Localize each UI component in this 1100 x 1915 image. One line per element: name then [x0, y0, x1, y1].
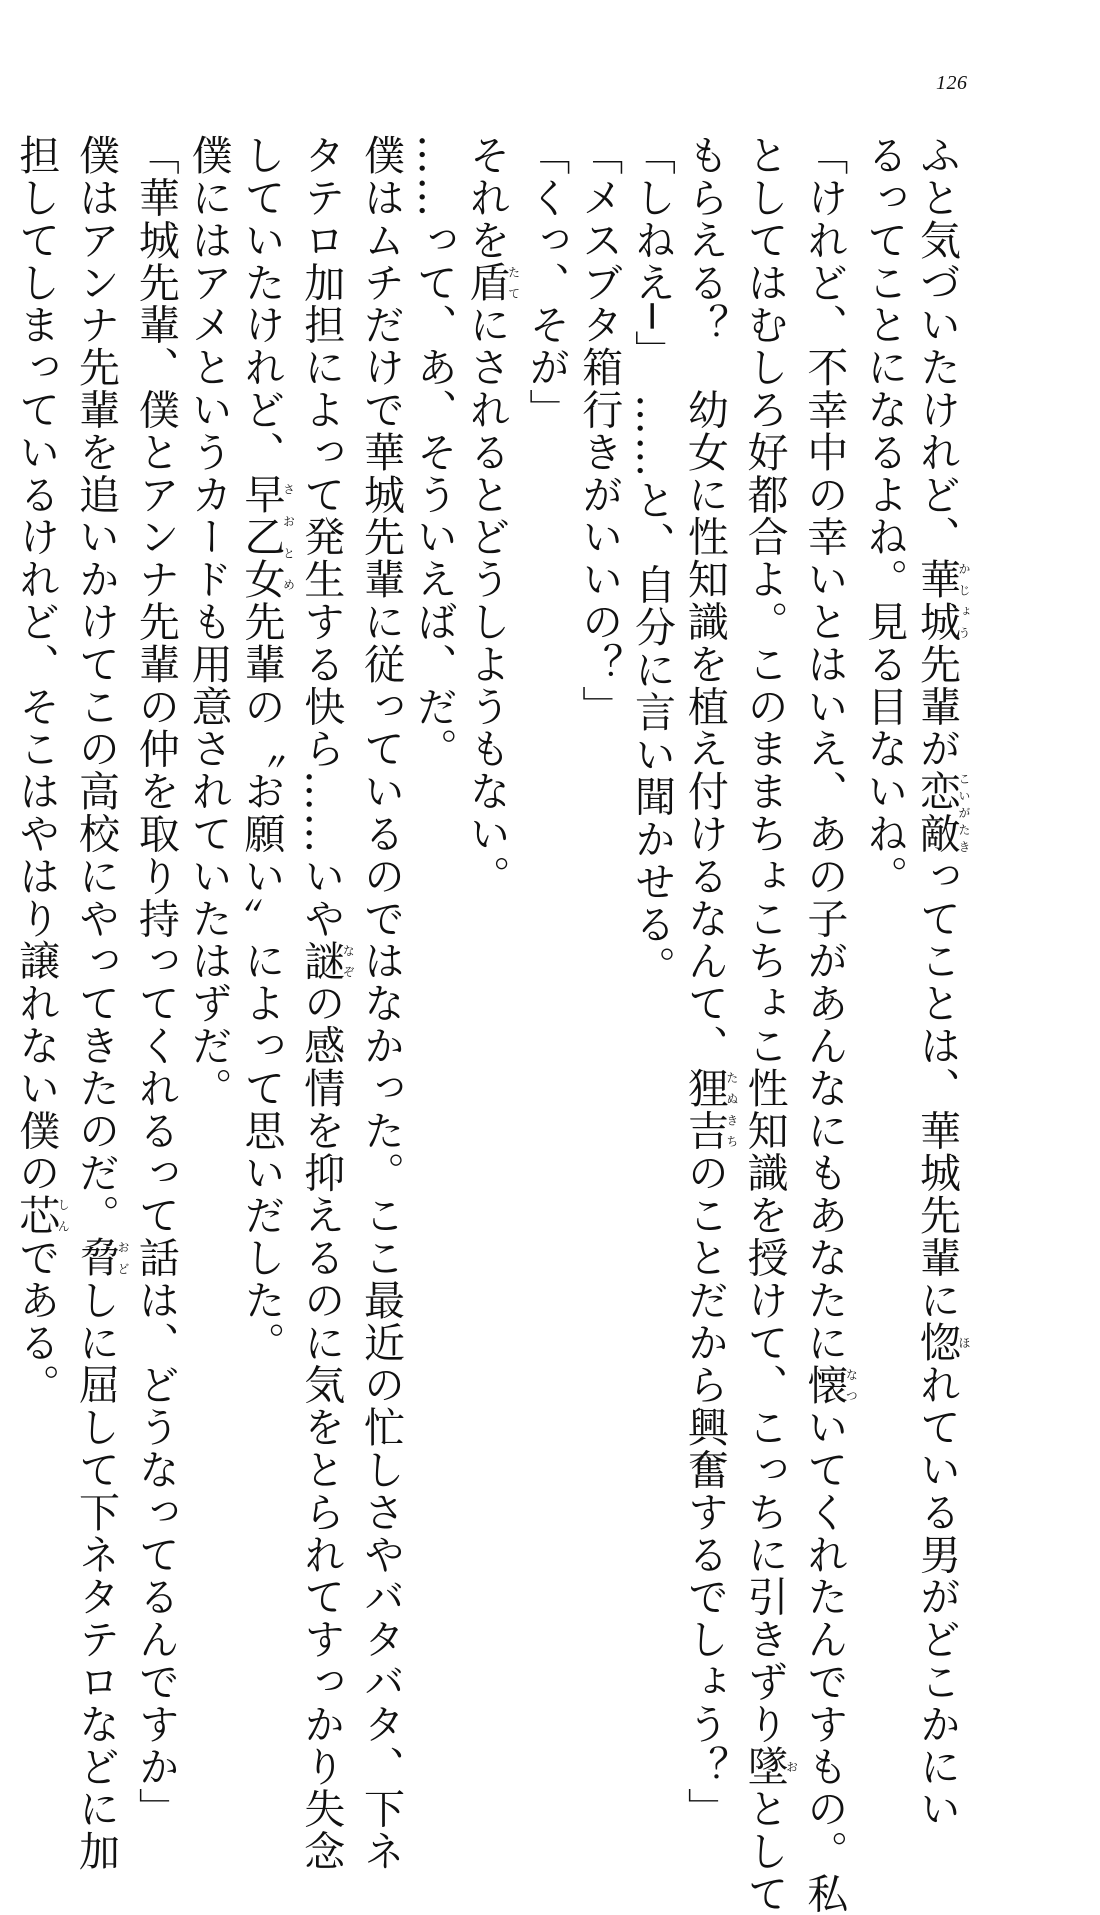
- ruby-reading: お: [784, 1745, 799, 1788]
- ruby-reading: こいがたき: [957, 770, 971, 855]
- text-segment: としてはむしろ好都合よ。このままちょこちょこ性知識を授けて、こっちに引きずり: [740, 134, 789, 1746]
- ruby-reading: たぬきち: [724, 1066, 739, 1152]
- text-segment: のことだから興奮するでしょう？」: [680, 1151, 729, 1831]
- ruby-word: [297, 939, 356, 983]
- ruby-base: 脅: [72, 1236, 121, 1279]
- ruby-reading: おど: [116, 1236, 131, 1279]
- text-segment: として: [740, 1787, 789, 1915]
- text-segment: タテロ加担によって発生する快ら……いや: [297, 134, 346, 940]
- ruby-reading: しん: [56, 1194, 71, 1237]
- text-line: [625, 134, 678, 1554]
- ruby-word: [913, 770, 971, 855]
- text-segment: 僕はムチだけで華城先輩に従っているのではなかった。ここ最近の忙しさやバタバタ、下ネ: [357, 134, 406, 1873]
- text-line: [520, 134, 573, 1554]
- ruby-base: 盾: [462, 261, 511, 304]
- text-segment: ってことは、華城先輩に: [913, 854, 961, 1322]
- ruby-base: 墜: [740, 1745, 789, 1788]
- text-line: [678, 134, 739, 1831]
- text-segment: 「けれど、不幸中の幸いとはいえ、あの子があんなにもあなたに: [800, 134, 849, 1364]
- text-segment: 「華城先輩、僕とアンナ先輩の仲を取り持ってくれるって話は、どうなってるんですか」: [131, 134, 180, 1830]
- ruby-word: [680, 1066, 739, 1152]
- text-segment: 僕にはアメというカードも用意されていたはずだ。: [184, 134, 233, 1110]
- text-segment: 先輩の〝お願い〟によって思いだした。: [237, 600, 286, 1364]
- text-line: [182, 134, 235, 1554]
- text-segment: れている男がどこかにい: [913, 1363, 961, 1831]
- text-line: [69, 134, 131, 1873]
- text-line: [294, 134, 356, 1873]
- text-segment: しに屈して下ネタテロなどに加: [72, 1278, 121, 1873]
- ruby-word: [237, 473, 296, 601]
- page-number: 126: [936, 72, 968, 94]
- text-segment: にされるとどうしようもない。: [462, 303, 511, 898]
- text-line: [129, 134, 182, 1830]
- ruby-base: 惚: [913, 1321, 961, 1364]
- text-segment: 「しねえ─」 ……と、自分に言い聞かせる。: [628, 134, 677, 988]
- ruby-reading: なぞ: [341, 939, 356, 982]
- text-segment: 僕はアンナ先輩を追いかけてこの高校にやってきたのだ。: [72, 134, 121, 1237]
- ruby-reading: たて: [506, 261, 521, 304]
- ruby-word: [913, 558, 971, 643]
- text-segment: である。: [12, 1236, 61, 1407]
- ruby-reading: なつ: [844, 1363, 859, 1406]
- text-line: [572, 134, 625, 1554]
- ruby-reading: ほ: [957, 1321, 971, 1364]
- ruby-reading: さおとめ: [281, 473, 296, 601]
- ruby-base: 謎: [297, 939, 346, 983]
- text-line: [798, 134, 859, 1915]
- ruby-base: 懐: [800, 1363, 849, 1407]
- text-segment: 担してしまっているけれど、そこはやはり譲れない僕の: [12, 134, 61, 1194]
- ruby-word: [740, 1745, 799, 1788]
- text-segment: 先輩が: [913, 642, 961, 771]
- text-segment: ふと気づいたけれど、: [913, 134, 961, 558]
- text-segment: いてくれたんですもの。私: [800, 1406, 849, 1915]
- text-line: [354, 134, 407, 1873]
- ruby-base: 芯: [12, 1194, 61, 1237]
- text-line: [857, 134, 910, 1554]
- ruby-word: [913, 1321, 971, 1364]
- text-segment: ……って、あ、そういえば、だ。: [409, 134, 458, 770]
- ruby-word: [462, 261, 521, 304]
- text-segment: していたけれど、: [237, 134, 286, 474]
- text-line: [910, 134, 971, 1831]
- text-segment: もらえる？ 幼女に性知識を植え付けるなんて、: [680, 134, 729, 1067]
- text-segment: 「メスブタ箱行きがいいの？」: [575, 134, 624, 728]
- text-segment: 「くっ、そが」: [522, 134, 571, 431]
- ruby-base: 狸吉: [680, 1066, 729, 1152]
- ruby-base: 華城: [913, 558, 961, 643]
- text-line: [738, 134, 799, 1915]
- ruby-base: 恋敵: [913, 770, 961, 855]
- text-line: [235, 134, 295, 1554]
- ruby-base: 早乙女: [237, 473, 286, 601]
- ruby-word: [12, 1194, 71, 1237]
- ruby-reading: かじょう: [957, 558, 971, 643]
- text-line: [407, 134, 460, 1554]
- body-text: [12, 134, 971, 1915]
- text-line: [9, 134, 69, 1554]
- text-segment: の感情を抑えるのに気をとられてすっかり失念: [297, 982, 346, 1873]
- text-line: [460, 134, 520, 1554]
- ruby-word: [800, 1363, 859, 1407]
- text-segment: それを: [462, 134, 511, 262]
- ruby-word: [72, 1236, 131, 1279]
- text-segment: るってことになるよね。見る目ないね。: [860, 134, 909, 898]
